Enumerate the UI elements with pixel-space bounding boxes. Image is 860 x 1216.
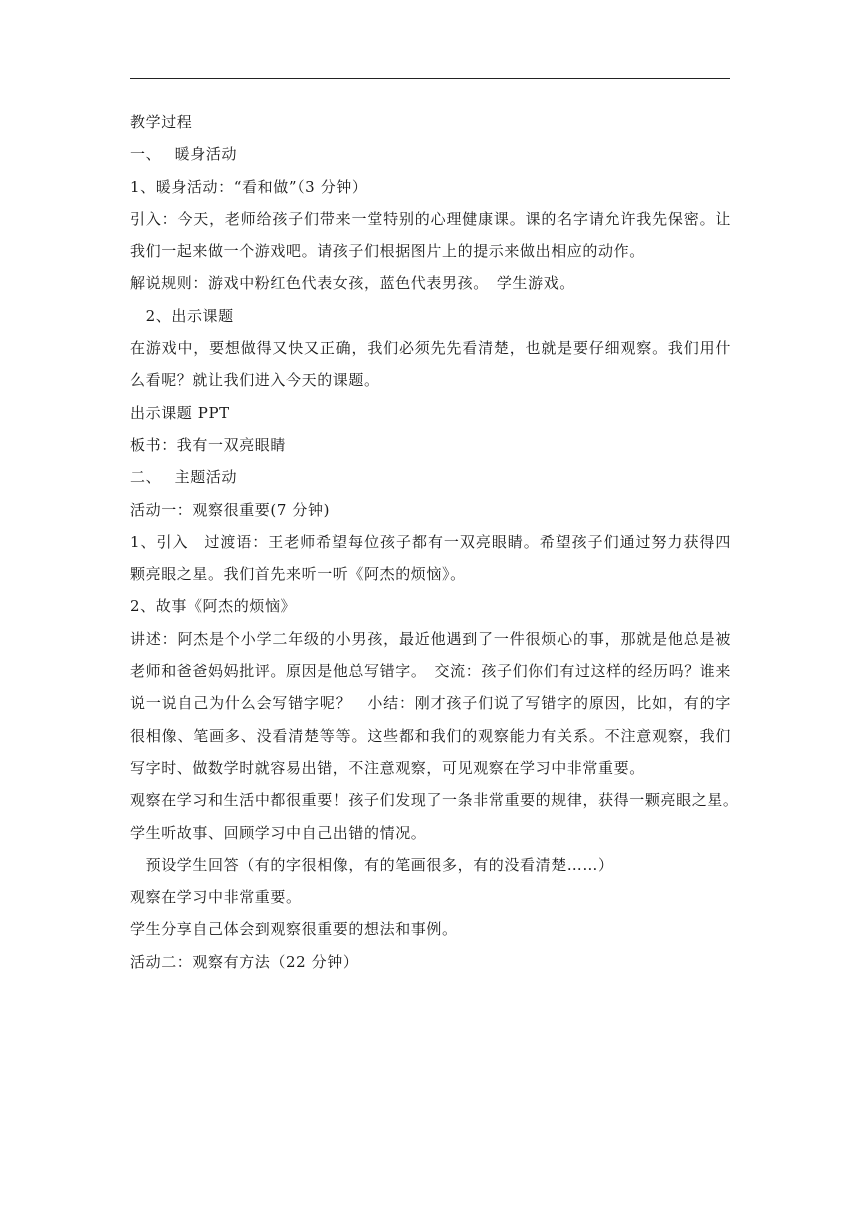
subheading-story: 2、故事《阿杰的烦恼》 bbox=[130, 597, 297, 616]
paragraph-student-share: 学生分享自己体会到观察很重要的想法和事例。 bbox=[130, 920, 458, 939]
document-body bbox=[130, 106, 747, 978]
paragraph-summary: 观察在学习中非常重要。 bbox=[130, 888, 302, 907]
paragraph-show-ppt: 出示课题 PPT bbox=[130, 403, 230, 422]
section-title: 教学过程 bbox=[130, 113, 193, 131]
heading-main-activity: 二、 主题活动 bbox=[130, 468, 238, 487]
paragraph-observation-important: 观察在学习和生活中都很重要！孩子们发现了一条非常重要的规律，获得一颗亮眼之星。 学生听故事、回顾学习中自己出错的情况。 bbox=[130, 791, 747, 842]
paragraph-intro: 引入：今天，老师给孩子们带来一堂特别的心理健康课。课的名字请允许我先保密。让我们一起来做一个游戏吧。请孩子们根据图片上的提示来做出相应的动作。 bbox=[130, 209, 731, 261]
paragraph-transition: 1、引入 过渡语：王老师希望每位孩子都有一双亮眼睛。希望孩子们通过努力获得四颗亮眼之星。我们首先来听一听《阿杰的烦恼》。 bbox=[130, 532, 731, 584]
header-rule bbox=[130, 78, 730, 79]
paragraph-rules: 解说规则：游戏中粉红色代表女孩，蓝色代表男孩。 学生游戏。 bbox=[130, 274, 575, 293]
heading-warmup: 一、 暖身活动 bbox=[130, 145, 238, 164]
subheading-activity-one: 活动一：观察很重要(7 分钟) bbox=[130, 500, 331, 519]
paragraph-expected-answers: 预设学生回答（有的字很相像，有的笔画很多，有的没看清楚……） bbox=[130, 855, 614, 874]
subheading-activity-two: 活动二：观察有方法（22 分钟） bbox=[130, 952, 359, 971]
paragraph-game-observe: 在游戏中，要想做得又快又正确，我们必须先先看清楚，也就是要仔细观察。我们用什么看呢？就让我们进入今天的课题。 bbox=[130, 339, 731, 390]
subheading-look-and-do: 1、暖身活动：“看和做”（3 分钟） bbox=[130, 177, 368, 196]
subheading-show-topic: 2、出示课题 bbox=[130, 306, 234, 325]
paragraph-story-narration: 讲述：阿杰是个小学二年级的小男孩，最近他遇到了一件很烦心的事，那就是他总是被老师和爸爸妈妈批评。原因是他总写错字。 交流：孩子们你们有过这样的经历吗？谁来说一说自己为什么会写错字呢？ 小结：刚才孩子们说了写错字的原因，比如，有的字很相像、笔画多、没看清楚等等。这些都和我们的观察能力有关系。不注意观察，我们写字时、做数学时就容易出错，不注意观察，可见观察在学习中非常重要。 bbox=[130, 629, 731, 777]
paragraph-blackboard: 板书：我有一双亮眼睛 bbox=[130, 435, 287, 454]
